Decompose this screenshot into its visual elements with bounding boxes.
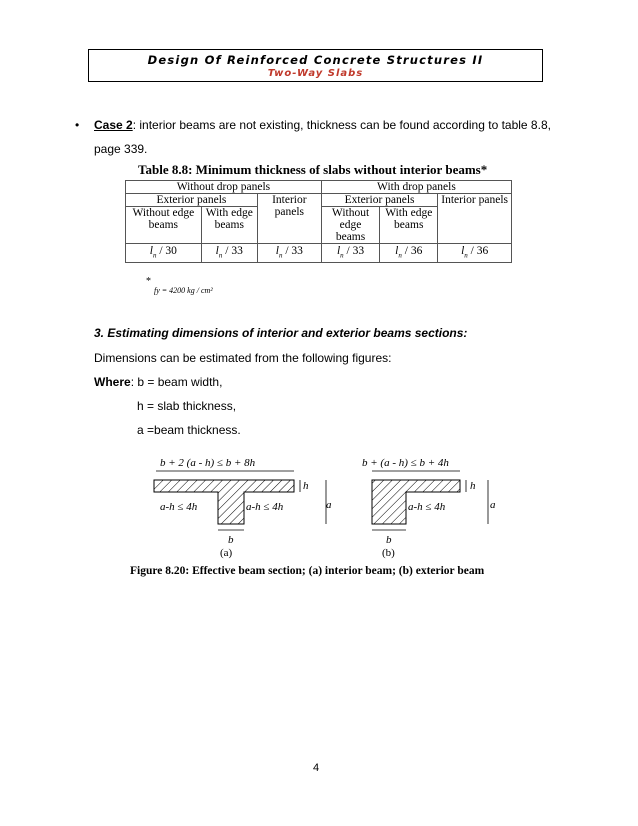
table-cell: $l_n / 33$: [201, 244, 257, 263]
formula-exterior: b + (a - h) ≤ b + 4h: [362, 457, 449, 469]
where-text: : b = beam width,: [130, 375, 223, 389]
left-flange-label: a-h ≤ 4h: [160, 501, 198, 513]
header-box: [88, 49, 543, 82]
without-edge-beams-header: Without edge beams: [126, 207, 202, 244]
a-label-interior: a: [326, 499, 332, 511]
table-row: [126, 181, 512, 194]
table-cell: $l_n / 36$: [380, 244, 438, 263]
case2-paragraph: [75, 117, 555, 133]
bullet-icon: •: [75, 118, 80, 132]
exterior-panels-header-2: Exterior panels: [321, 194, 437, 207]
group-without-drop-panels: Without drop panels: [126, 181, 322, 194]
where-line: [94, 374, 222, 390]
header-title: Design Of Reinforced Concrete Structures II: [147, 53, 484, 67]
formula-interior: b + 2 (a - h) ≤ b + 8h: [160, 457, 256, 469]
with-edge-beams-header-2: With edge beams: [380, 207, 438, 244]
interior-panels-header-2: Interior panels: [438, 194, 512, 244]
exterior-flange-label: a-h ≤ 4h: [408, 501, 446, 513]
a-definition: a =beam thickness.: [137, 423, 241, 437]
dimensions-text: Dimensions can be estimated from the following figures:: [94, 351, 392, 365]
page-number: 4: [313, 762, 320, 774]
where-label: Where: [94, 375, 131, 389]
label-a: (a): [220, 547, 233, 559]
a-label-exterior: a: [490, 499, 496, 511]
case2-text-continued: page 339.: [94, 142, 148, 156]
table-row: [126, 194, 512, 207]
header-subtitle: Two-Way Slabs: [267, 68, 364, 79]
group-with-drop-panels: With drop panels: [321, 181, 511, 194]
case2-label: Case 2: [94, 118, 133, 132]
figure-caption: Figure 8.20: Effective beam section; (a) interior beam; (b) exterior beam: [130, 565, 485, 577]
case2-text: : interior beams are not existing, thickness can be found according to table 8.8,: [132, 118, 551, 132]
table-cell: $l_n / 33$: [321, 244, 379, 263]
min-thickness-table: [125, 180, 512, 263]
table-cell: $l_n / 36$: [438, 244, 512, 263]
b-label-interior: b: [228, 534, 234, 546]
section3-heading: 3. Estimating dimensions of interior and exterior beams sections:: [94, 326, 468, 340]
interior-panels-header: Interior panels: [257, 194, 321, 244]
exterior-panels-header: Exterior panels: [126, 194, 258, 207]
h-label-exterior: h: [470, 480, 476, 492]
with-edge-beams-header: With edge beams: [201, 207, 257, 244]
effective-beam-figure: [140, 452, 520, 564]
b-label-exterior: b: [386, 534, 392, 546]
table-cell: $l_n / 30$: [126, 244, 202, 263]
h-definition: h = slab thickness,: [137, 399, 237, 413]
table-note: fy = 4200 kg / cm²: [154, 286, 213, 295]
right-flange-label: a-h ≤ 4h: [246, 501, 284, 513]
table-title: Table 8.8: Minimum thickness of slabs without interior beams*: [138, 162, 488, 177]
table-cell: $l_n / 33$: [257, 244, 321, 263]
without-edge-beams-header-2: Without edge beams: [321, 207, 379, 244]
table-row: [126, 244, 512, 263]
label-b: (b): [382, 547, 395, 559]
h-label-interior: h: [303, 480, 309, 492]
table-note-star: *: [146, 276, 151, 287]
